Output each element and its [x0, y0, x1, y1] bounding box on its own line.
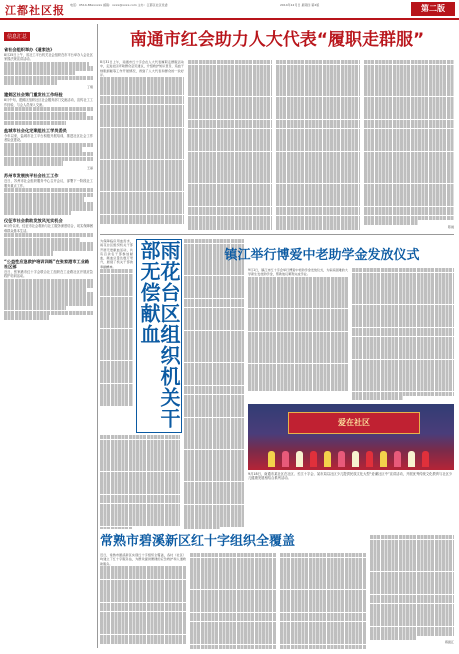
brief-title: 仪征市社会救助发放风光实机会 — [4, 218, 63, 224]
performer-figure — [422, 451, 429, 467]
section-badge: 信息汇总 — [4, 32, 30, 41]
brief-text: 8月份以来，仪征市社会救助与社工服务深度结合，切实保障困难群众基本生活。 — [4, 224, 93, 233]
brief-item — [4, 47, 93, 89]
header-info-line: 电话：0514-86xxxxxx 邮箱：xxxx@xxxx.com 主办：江都区社区党委 — [70, 3, 168, 7]
performer-figure — [394, 451, 401, 467]
brief-title: 建邺区社会第门重发社工作经验 — [4, 92, 63, 98]
performer-figure — [268, 451, 275, 467]
brief-text: 近日，张家港市红十字会联合社工组织在工业路社区开展应急救护培训活动。 — [4, 269, 93, 279]
photo-caption: 9月18日，南通市某社区在社区、长江十字会、某市局以社区少儿提供民族文化大型“爱谦社区中”宣讲活动，开展优秀传统文化教育与社区少儿健康发展相结合系列活动。 — [248, 472, 453, 481]
performer-figure — [366, 451, 373, 467]
brief-item — [4, 218, 93, 256]
blood-donation-body-col3 — [100, 435, 180, 529]
lead-article-text: 8月31日上午，南通市红十字会在人大代表履职走群服活动中，走进社区听取群众意见建议，介绍救护知识普及、造血干细胞捐献等工作开展情况，得到了人大代表和群众的一致好评。 — [100, 60, 184, 77]
blood-donation-headline-box — [136, 239, 182, 433]
scholarship-text: 9月1日，镇江市红十字会举行博爱中老助学金发放仪式，为家庭困难的大学新生发放助学金，帮助他们顺利完成学业。 — [248, 268, 348, 277]
performer-figure — [380, 451, 387, 467]
stage-banner: 爱在社区 — [288, 412, 420, 434]
performer-figure — [282, 451, 289, 467]
changshu-text: 近日，常熟市碧溪新区实现红十字组织全覆盖，各村（社区）均建立了红十字服务站，为群众提供便捷的应急救护和人道救助服务。 — [100, 553, 186, 566]
blood-donation-text: 为保障临床用血需求，雨花台区组织机关干部开展无偿献血活动，共有百余名干部参加献血，献血总量达数万毫升，展现了机关干部的奉献精神。 — [100, 239, 133, 269]
event-photo — [248, 404, 454, 470]
brief-item — [4, 128, 93, 170]
performer-figure — [310, 451, 317, 467]
page-number-badge: 第二版 — [411, 2, 455, 16]
brief-text: 8月25日上午，省社工平台机关社会组织在市平台举办入会社区家园法规宣讲活动。 — [4, 53, 93, 62]
page-header — [0, 0, 459, 20]
news-briefs-column — [4, 23, 93, 320]
header-date-line: 2014年12月日 星期四 第2版 — [280, 3, 320, 7]
changshu-body-col3 — [280, 553, 366, 649]
lead-article-body-col2 — [188, 60, 272, 230]
changshu-byline: 蒋振江 — [444, 640, 454, 645]
changshu-headline: 常熟市碧溪新区红十字组织全覆盖 — [100, 534, 296, 549]
brief-item — [4, 92, 93, 125]
brief-title: 苏州市发展扶平社会社工工作 — [4, 173, 59, 179]
blood-donation-headline: 雨花台区组织机关干部无偿献血 — [137, 240, 181, 429]
section-divider — [100, 234, 454, 235]
column-divider — [97, 24, 98, 648]
lead-article-headline: 南通市红会助力人大代表“履职走群服” — [129, 30, 425, 50]
brief-title: 省社会组织举办《道家法》 — [4, 47, 55, 52]
brief-title: 盐城市社会化定案组社工学员委员 — [4, 128, 67, 134]
brief-text: 近日，苏州市社会组织服务中心召开会议，部署下一阶段社工服务重点工作。 — [4, 179, 93, 188]
changshu-body-col2 — [190, 553, 276, 649]
brief-byline: 王丽 — [86, 165, 93, 170]
brief-text: 今年以来，盐城市社工平台积极开展培训，推进社区社会工作者队伍建设。 — [4, 134, 93, 143]
scholarship-body-col2 — [352, 268, 454, 400]
lead-article-byline: 陈晨 — [447, 224, 454, 229]
lead-article-body — [100, 60, 184, 230]
performer-figure — [296, 451, 303, 467]
lead-article-body-col3 — [276, 60, 360, 230]
performer-figure — [338, 451, 345, 467]
blood-donation-body-col2 — [184, 239, 244, 529]
lead-article-body-col4 — [364, 60, 454, 230]
changshu-body-col4 — [370, 535, 454, 649]
performer-figure — [324, 451, 331, 467]
brief-item — [4, 259, 93, 320]
masthead: 江都社区报 — [5, 4, 65, 17]
brief-item — [4, 173, 93, 215]
scholarship-headline: 镇江举行博爱中老助学金发放仪式 — [224, 248, 420, 263]
blood-donation-body — [100, 239, 133, 431]
performer-figure — [408, 451, 415, 467]
brief-title: “公益性应急救护培训训练”在张家港市工业路社区部 — [4, 258, 90, 269]
brief-byline: 丁翔 — [86, 84, 93, 89]
performer-figure — [352, 451, 359, 467]
brief-text: 8月中旬，建邺区组织社区社会服务部门交流活动，宣传社工工作经验，与会人员深入交流。 — [4, 98, 93, 107]
scholarship-body — [248, 268, 348, 400]
changshu-body — [100, 553, 186, 649]
